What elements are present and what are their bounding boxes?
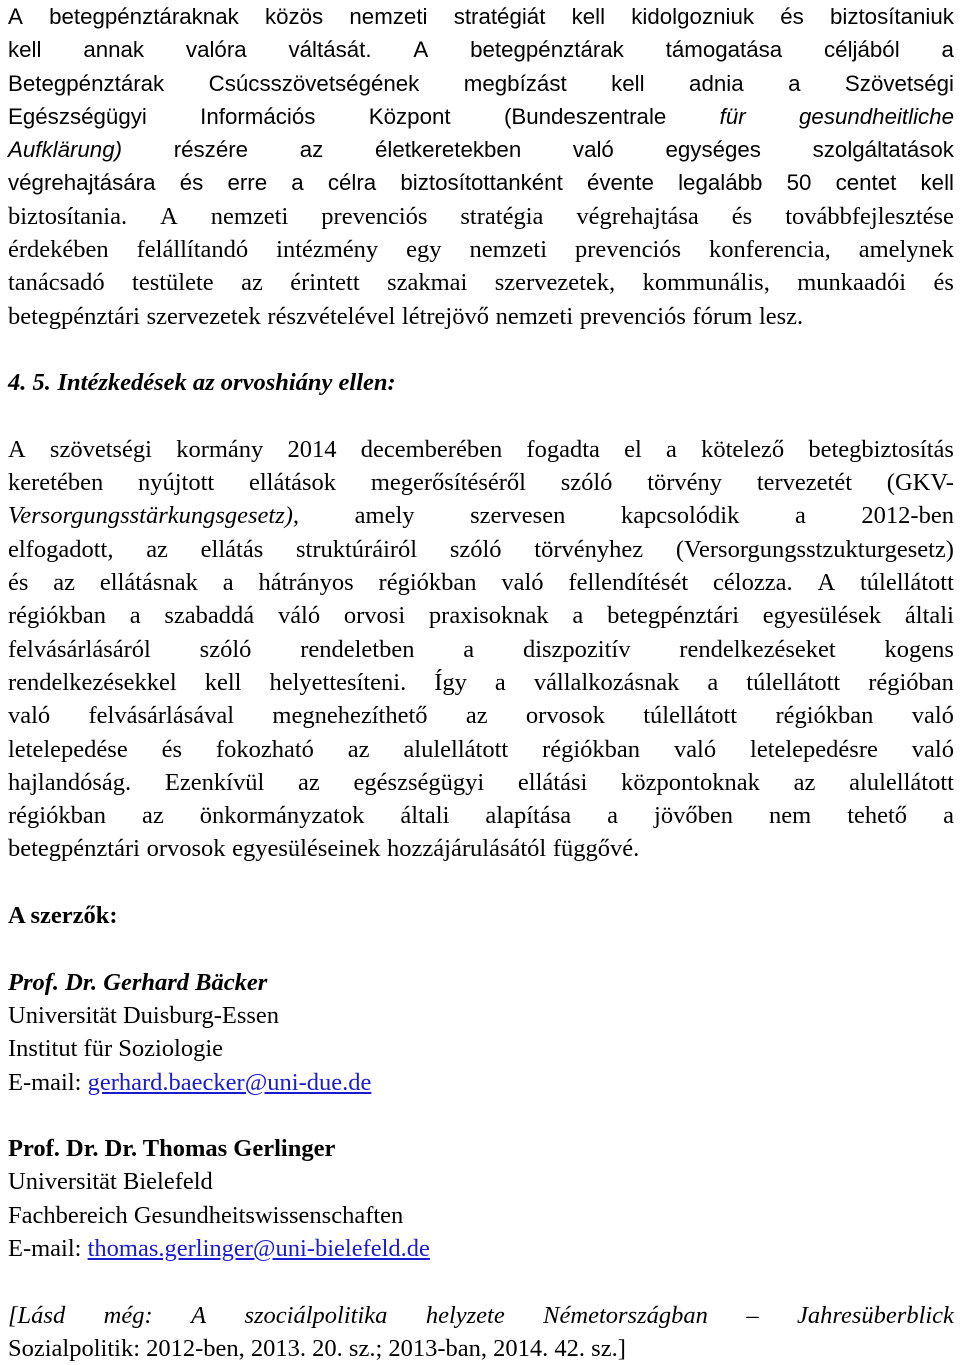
word: konferencia, xyxy=(709,236,831,264)
word: a xyxy=(607,802,619,830)
word: a xyxy=(291,170,304,196)
authors-heading: A szerzők: xyxy=(8,902,118,930)
word: biztosítaniuk xyxy=(829,4,954,29)
word: az xyxy=(241,269,263,297)
word: és xyxy=(8,569,29,597)
word: fellendítését xyxy=(568,569,689,597)
word: ellátásnak xyxy=(99,569,198,597)
word: továbbfejlesztése xyxy=(785,202,954,230)
word: a xyxy=(794,502,806,530)
word: orvosi xyxy=(343,602,406,630)
word: (Bundeszentrale xyxy=(503,103,667,129)
word: az xyxy=(298,768,320,796)
word: az xyxy=(465,702,488,730)
paragraph-line xyxy=(8,666,954,699)
author-department: Institut für Soziologie xyxy=(8,1035,224,1063)
word: betegpénztári xyxy=(8,835,140,863)
word: orvosok xyxy=(146,835,226,863)
word: a xyxy=(572,602,584,630)
paragraph-line xyxy=(8,633,954,666)
word: A xyxy=(817,569,836,597)
word: és xyxy=(933,269,954,297)
word: szervezetek, xyxy=(494,269,616,297)
word: tehető xyxy=(847,802,908,830)
paragraph-line xyxy=(8,233,954,266)
word: hajlandóság. xyxy=(8,768,132,796)
word: célozza. xyxy=(713,569,793,597)
word: A xyxy=(8,4,23,29)
word: nemzeti xyxy=(469,236,548,264)
email-label: E-mail: xyxy=(8,1234,88,1262)
word: 2014 xyxy=(287,435,337,463)
paragraph-line xyxy=(8,433,954,466)
paragraph-line xyxy=(8,133,954,166)
word: stratégiát xyxy=(453,4,546,29)
word: nem xyxy=(768,802,812,830)
word: érintett xyxy=(290,269,360,297)
word: a xyxy=(222,569,234,597)
word: egyesülések xyxy=(762,602,882,630)
word: kötelező xyxy=(701,435,785,463)
word: munkaadói xyxy=(797,269,907,297)
word: struktúráiról xyxy=(295,535,418,563)
word: rendelkezésekkel xyxy=(8,668,177,696)
see-also-line: Sozialpolitik: 2012-ben, 2013. 20. sz.; 2013-ban, 2014. 42. sz.] xyxy=(8,1334,626,1362)
word: elfogadott, xyxy=(8,535,114,563)
word: fogadta xyxy=(526,435,600,463)
word: annak xyxy=(83,37,145,63)
word: kell xyxy=(204,668,242,696)
word: régiókban xyxy=(378,569,477,597)
word: letelepedésre xyxy=(750,735,878,763)
word: Versorgungsstärkungsgesetz), xyxy=(8,502,300,530)
word: megbízást xyxy=(463,70,567,96)
word: túlellátott xyxy=(746,668,841,696)
paragraph-line xyxy=(8,166,954,199)
word: túlellátott xyxy=(860,569,954,597)
word: jövőben xyxy=(654,802,733,830)
word: egységes xyxy=(665,137,761,163)
word: függővé. xyxy=(552,835,640,863)
word: váltását. xyxy=(288,37,372,63)
word: támogatása xyxy=(665,37,783,63)
word: megnehezíthető xyxy=(272,702,428,730)
word: vállalkozásnak xyxy=(533,668,680,696)
word: régiókban xyxy=(8,802,106,830)
word: – xyxy=(746,1301,759,1329)
word: a xyxy=(788,70,801,96)
email-label: E-mail: xyxy=(8,1068,88,1096)
word: túlellátott xyxy=(643,702,738,730)
word: 2012-ben xyxy=(861,502,954,530)
word: decemberében xyxy=(360,435,503,463)
author-email-line xyxy=(8,1232,954,1265)
word: ellátások xyxy=(248,469,337,497)
section-heading xyxy=(8,366,954,399)
word: szövetségi xyxy=(49,435,152,463)
word: a xyxy=(943,802,954,830)
word: életkeretekben xyxy=(374,137,522,163)
word: régiókban xyxy=(775,702,874,730)
word: az xyxy=(141,802,164,830)
word: kormány xyxy=(176,435,264,463)
paragraph-line xyxy=(8,766,954,799)
word: szóló xyxy=(560,469,613,497)
word: (GKV- xyxy=(886,469,954,497)
word: Központ xyxy=(368,103,451,129)
word: nemzeti xyxy=(210,202,289,230)
word: Információs xyxy=(200,103,316,129)
paragraph-line xyxy=(8,100,954,133)
author-email-line xyxy=(8,1066,954,1099)
word: testülete xyxy=(132,269,214,297)
word: a xyxy=(666,435,677,463)
paragraph-line xyxy=(8,832,954,865)
word: keretében xyxy=(8,469,104,497)
word: létrejövő xyxy=(401,302,489,330)
word: fórum xyxy=(692,302,753,330)
word: egyesüléseinek xyxy=(232,835,381,863)
paragraph-line xyxy=(8,200,954,233)
word: kell xyxy=(920,170,954,196)
word: prevenciós xyxy=(579,302,686,330)
word: alulellátott xyxy=(849,768,954,796)
word: szervezetek xyxy=(146,302,261,330)
word: nemzeti xyxy=(349,4,428,29)
word: prevenciós xyxy=(574,236,682,264)
see-also-note xyxy=(8,1299,954,1365)
word: betegpénztárak xyxy=(470,37,624,63)
word: betegpénztári xyxy=(8,302,140,330)
word: intézmény xyxy=(276,236,379,264)
section-title: Intézkedések az orvoshiány ellen: xyxy=(57,369,396,397)
word: szakmai xyxy=(387,269,468,297)
word: nemzeti xyxy=(495,302,574,330)
word: Németországban xyxy=(543,1301,708,1329)
author-name: Prof. Dr. Dr. Thomas Gerlinger xyxy=(8,1135,336,1163)
word: Aufklärung) xyxy=(8,137,123,163)
word: centet xyxy=(835,170,897,196)
main-paragraph xyxy=(8,433,954,866)
word: 50 xyxy=(786,170,812,196)
paragraph-line xyxy=(8,699,954,732)
paragraph-line xyxy=(8,0,954,33)
word: általi xyxy=(400,802,450,830)
word: felvásárlásáról xyxy=(8,635,151,663)
word: törvényhez xyxy=(534,535,644,563)
word: A xyxy=(8,435,26,463)
word: az xyxy=(793,768,816,796)
paragraph-line xyxy=(8,266,954,299)
word: hozzájárulásától xyxy=(387,835,547,863)
word: és xyxy=(179,170,204,196)
paragraph-line xyxy=(8,300,954,333)
word: valóra xyxy=(185,37,247,63)
word: kell xyxy=(8,37,42,63)
word: való xyxy=(8,702,51,730)
word: szociálpolitika xyxy=(244,1301,388,1329)
paragraph-line xyxy=(8,566,954,599)
word: szóló xyxy=(199,635,252,663)
word: tanácsadó xyxy=(8,269,105,297)
word: a xyxy=(707,668,719,696)
word: kidolgozniuk xyxy=(631,4,754,29)
word: betegpénztári xyxy=(607,602,740,630)
word: gesundheitliche xyxy=(799,103,954,129)
word: részvételével xyxy=(267,302,396,330)
word: felvásárlásával xyxy=(88,702,235,730)
word: célra xyxy=(327,170,377,196)
word: az xyxy=(347,735,370,763)
word: A xyxy=(413,37,429,63)
word: Szövetségi xyxy=(844,70,954,96)
word: helyzete xyxy=(425,1301,505,1329)
word: való xyxy=(572,137,614,163)
word: a xyxy=(129,602,141,630)
word: régióban xyxy=(868,668,954,696)
word: az xyxy=(53,569,76,597)
word: rendelkezéseket xyxy=(679,635,836,663)
word: egy xyxy=(406,236,442,264)
word: felállítandó xyxy=(136,236,249,264)
author-name: Prof. Dr. Gerhard Bäcker xyxy=(8,968,268,996)
word: lesz. xyxy=(758,302,804,330)
word: részére xyxy=(173,137,249,163)
word: prevenciós xyxy=(321,202,428,230)
word: biztosítottanként xyxy=(400,170,563,196)
word: [Lásd xyxy=(8,1301,66,1329)
word: stratégia xyxy=(460,202,544,230)
word: kell xyxy=(571,4,606,29)
word: évente xyxy=(586,170,654,196)
word: legalább xyxy=(678,170,763,196)
word: tervezetét xyxy=(756,469,853,497)
word: az xyxy=(299,137,324,163)
word: való xyxy=(673,735,717,763)
word: el xyxy=(624,435,642,463)
see-also-line xyxy=(8,1299,954,1332)
word: való xyxy=(501,569,544,597)
email-link[interactable]: gerhard.baecker@uni-due.de xyxy=(87,1068,372,1096)
word: alapítása xyxy=(485,802,572,830)
word: szóló xyxy=(449,535,502,563)
word: amely xyxy=(354,502,415,530)
word: és xyxy=(780,4,804,29)
word: für xyxy=(719,103,746,129)
word: és xyxy=(731,202,753,230)
word: érdekében xyxy=(8,236,109,264)
paragraph-line xyxy=(8,466,954,499)
word: a xyxy=(494,668,506,696)
word: nyújtott xyxy=(137,469,215,497)
word: betegpénztáraknak xyxy=(49,4,239,29)
word: Csúcsszövetségének xyxy=(208,70,420,96)
word: ellátási xyxy=(517,768,588,796)
section-number: 4. 5. xyxy=(8,369,51,397)
word: kell xyxy=(611,70,645,96)
author-block xyxy=(8,966,954,1099)
word: kogens xyxy=(884,635,954,663)
word: betegbiztosítás xyxy=(808,435,954,463)
word: való xyxy=(911,702,954,730)
word: általi xyxy=(904,602,954,630)
word: még: xyxy=(103,1301,153,1329)
word: Egészségügyi xyxy=(8,103,147,129)
word: az xyxy=(146,535,168,563)
word: régiókban xyxy=(542,735,641,763)
word: váló xyxy=(277,602,321,630)
word: kommunális, xyxy=(642,269,770,297)
word: (Versorgungsstzukturgesetz) xyxy=(675,535,954,563)
word: adnia xyxy=(689,70,744,96)
word: egészségügyi xyxy=(353,768,485,796)
word: régiókban xyxy=(8,602,106,630)
word: Jahresüberblick xyxy=(797,1301,954,1329)
word: ellátás xyxy=(200,535,264,563)
word: diszpozitív xyxy=(522,635,631,663)
word: végrehajtása xyxy=(576,202,699,230)
word: megerősítéséről xyxy=(370,469,526,497)
word: és xyxy=(161,735,183,763)
word: fokozható xyxy=(215,735,314,763)
word: A xyxy=(160,202,178,230)
paragraph-line xyxy=(8,533,954,566)
word: Betegpénztárak xyxy=(8,70,165,96)
word: szervesen xyxy=(470,502,566,530)
author-affiliation: Universität Duisburg-Essen xyxy=(8,1001,280,1029)
author-department: Fachbereich Gesundheitswissenschaften xyxy=(8,1201,404,1229)
paragraph-line xyxy=(8,33,954,66)
word: végrehajtására xyxy=(8,170,156,196)
author-affiliation: Universität Bielefeld xyxy=(8,1168,213,1196)
word: alulellátott xyxy=(403,735,509,763)
word: praxisoknak xyxy=(428,602,549,630)
paragraph-line xyxy=(8,599,954,632)
word: való xyxy=(911,735,954,763)
word: kapcsolódik xyxy=(620,502,740,530)
paragraph-line xyxy=(8,67,954,100)
word: közös xyxy=(264,4,324,29)
word: helyettesíteni. xyxy=(269,668,407,696)
paragraph-line xyxy=(8,733,954,766)
word: szolgáltatások xyxy=(812,137,954,163)
word: Ezenkívül xyxy=(164,768,265,796)
document-page xyxy=(8,0,954,1365)
paragraph-line xyxy=(8,499,954,532)
word: önkormányzatok xyxy=(199,802,365,830)
author-block xyxy=(8,1132,954,1265)
word: Így xyxy=(434,668,467,696)
word: amelynek xyxy=(858,236,954,264)
word: A xyxy=(191,1301,207,1329)
word: a xyxy=(463,635,475,663)
word: törvény xyxy=(647,469,723,497)
word: szabaddá xyxy=(164,602,255,630)
word: rendeletben xyxy=(300,635,415,663)
word: erre xyxy=(227,170,268,196)
email-link[interactable]: thomas.gerlinger@uni-bielefeld.de xyxy=(87,1234,430,1262)
paragraph-line xyxy=(8,799,954,832)
intro-paragraph xyxy=(8,0,954,333)
word: letelepedése xyxy=(8,735,128,763)
word: központoknak xyxy=(621,768,760,796)
word: hátrányos xyxy=(258,569,354,597)
word: céljából xyxy=(824,37,900,63)
word: a xyxy=(941,37,954,63)
word: biztosítania. xyxy=(8,202,128,230)
word: orvosok xyxy=(525,702,605,730)
